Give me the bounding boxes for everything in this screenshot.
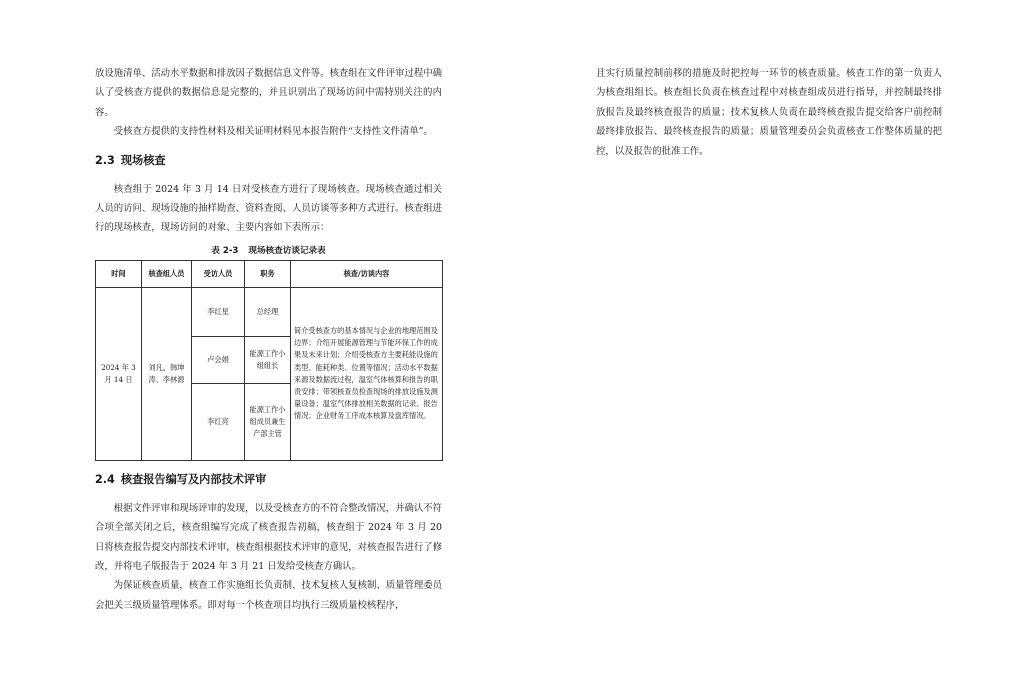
table-caption <box>95 244 442 256</box>
cell-position: 总经理 <box>245 287 291 336</box>
header-position: 职务 <box>245 260 291 287</box>
section-title: 现场核查 <box>120 153 166 167</box>
section-number: 2.3 <box>95 153 115 167</box>
header-time: 时间 <box>96 260 142 287</box>
paragraph-quality-assurance: 为保证核查质量，核查工作实施组长负责制、技术复核人复核制、质量管理委员会把关三级质量管理体系。即对每一个核查项目均执行三级质量校核程序， <box>95 580 442 611</box>
cell-time: 2024 年 3 月 14 日 <box>96 287 142 460</box>
cell-interviewee: 李红亮 <box>192 383 245 460</box>
paragraph-supporting-materials: 受核查方提供的支持性材料及相关证明材料见本报告附件“支持性文件清单”。 <box>113 126 433 138</box>
table-row <box>96 287 443 336</box>
header-team: 核查组人员 <box>142 260 192 287</box>
table-header-row <box>96 260 443 287</box>
header-interviewee: 受访人员 <box>192 260 245 287</box>
cell-team: 刘凡、韩坤涛、李林源 <box>142 287 192 460</box>
section-heading-2-3 <box>95 154 442 168</box>
cell-content: 简介受核查方的基本情况与企业的地理范围及边界；介绍开展能源管理与节能环保工作的成果及未来计划；介绍受核查方主要耗能设施的类型、能耗种类、位置等情况；活动水平数据来源及数据流过程，温室气体核算和报告的职责安排；带领核查员检查现场的排放设施及测量设备；温室气体排放相关数据的记录、报告情况；企业财务工序成本核算及盘库情况。 <box>291 287 443 460</box>
paragraph-file-review: 放设施清单、活动水平数据和排放因子数据信息文件等。核查组在文件评审过程中确认了受核查方提供的数据信息是完整的，并且识别出了现场访问中需特别关注的内容。 <box>95 68 442 118</box>
cell-position: 能源工作小组成员兼生产部主管 <box>245 383 291 460</box>
table-number: 表 2-3 <box>211 245 239 256</box>
paragraph-quality-control: 且实行质量控制前移的措施及时把控每一环节的核查质量。核查工作的第一负责人为核查组组长。核查组长负责在核查过程中对核查组成员进行指导，并控制最终排放报告及最终核查报告的质量；技术复核人负责在最终核查报告提交给客户前控制最终排放报告、最终核查报告的质量；质量管理委员会负责核查工作整体质量的把控，以及报告的批准工作。 <box>596 68 942 157</box>
table-title: 现场核查访谈记录表 <box>248 245 326 256</box>
cell-position: 能源工作小组组长 <box>245 336 291 383</box>
interview-record-table <box>95 260 443 461</box>
section-number: 2.4 <box>95 472 115 486</box>
paragraph-site-verification: 核查组于 2024 年 3 月 14 日对受核查方进行了现场核查。现场核查通过相关人员的访问、现场设施的抽样勘查、资料查阅、人员访谈等多种方式进行。核查组进行的现场核查，现场访问的对象、主要内容如下表所示： <box>95 183 442 234</box>
cell-interviewee: 卢会娟 <box>192 336 245 383</box>
cell-interviewee: 李红星 <box>192 287 245 336</box>
section-title: 核查报告编写及内部技术评审 <box>120 472 267 486</box>
paragraph-report-writing: 根据文件评审和现场评审的发现，以及受核查方的不符合整改情况，并确认不符合项全部关闭之后，核查组编写完成了核查报告初稿，核查组于 2024 年 3 月 20 日将核查报告提交内部技术评审，核查组根据技术评审的意见，对核查报告进行了修改，并将电子版报告于 2024 年 3 月 21 日发给受核查方确认。 <box>95 502 442 573</box>
header-content: 核查/访谈内容 <box>291 260 443 287</box>
right-page <box>596 64 942 161</box>
left-page <box>95 64 442 615</box>
section-heading-2-4 <box>95 473 442 487</box>
